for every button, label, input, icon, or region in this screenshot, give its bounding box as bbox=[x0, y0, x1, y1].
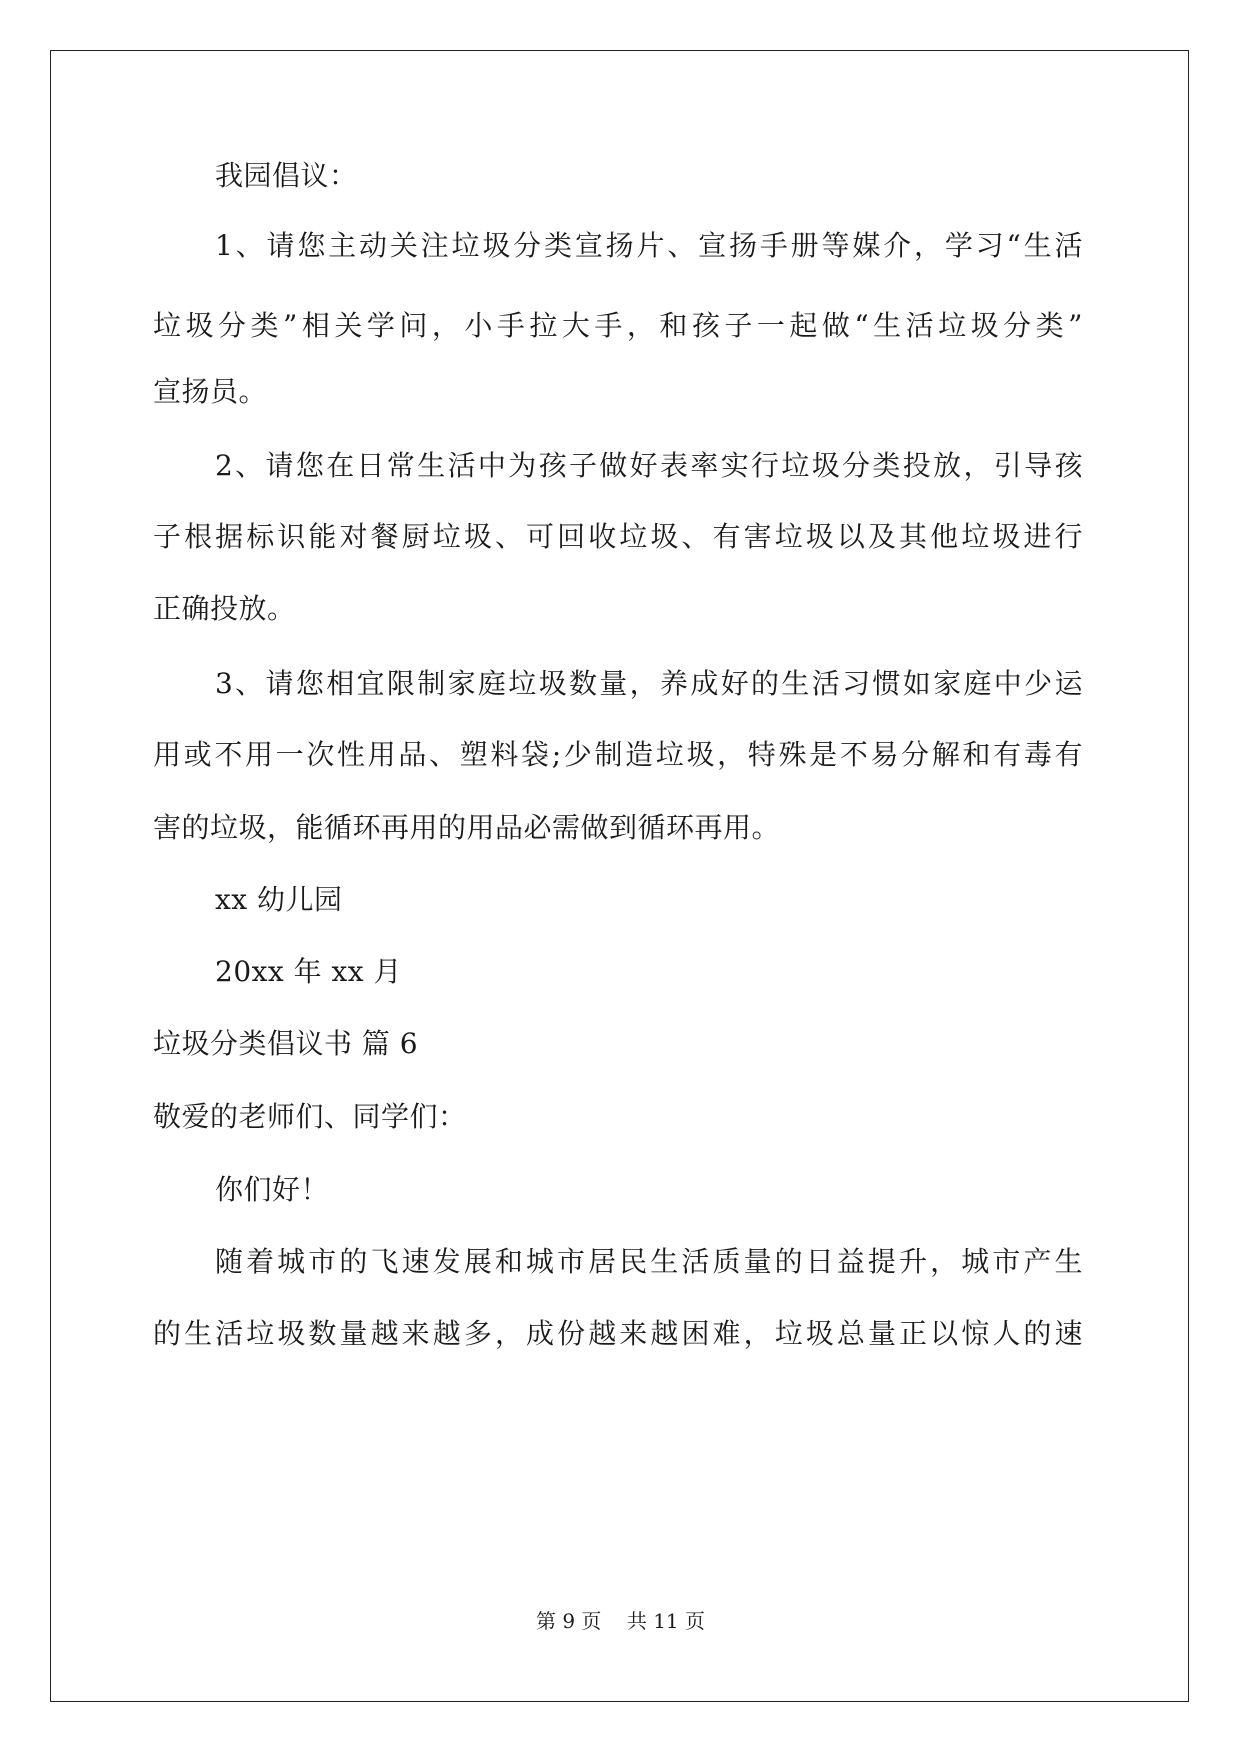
page-number-footer: 第 9 页 共 11 页 bbox=[535, 1609, 706, 1633]
paragraph-line: 3、请您相宜限制家庭垃圾数量，养成好的生活习惯如家庭中少运 bbox=[215, 667, 1083, 700]
paragraph-line: 害的垃圾，能循环再用的用品必需做到循环再用。 bbox=[153, 811, 781, 844]
paragraph-line: 的生活垃圾数量越来越多，成份越来越困难，垃圾总量正以惊人的速 bbox=[153, 1317, 1083, 1350]
paragraph-line: 子根据标识能对餐厨垃圾、可回收垃圾、有害垃圾以及其他垃圾进行 bbox=[153, 520, 1083, 553]
paragraph-line: 用或不用一次性用品、塑料袋;少制造垃圾，特殊是不易分解和有毒有 bbox=[153, 738, 1083, 771]
paragraph-line: 宣扬员。 bbox=[153, 375, 268, 408]
signature-date: 20xx 年 xx 月 bbox=[215, 955, 402, 988]
paragraph-line: 1、请您主动关注垃圾分类宣扬片、宣扬手册等媒介，学习“生活 bbox=[215, 229, 1083, 262]
paragraph-line: 正确投放。 bbox=[153, 592, 296, 625]
signature-org: xx 幼儿园 bbox=[215, 883, 343, 916]
paragraph-line: 垃圾分类”相关学问，小手拉大手，和孩子一起做“生活垃圾分类” bbox=[153, 309, 1083, 342]
greeting: 你们好！ bbox=[215, 1173, 330, 1206]
paragraph-line: 我园倡议： bbox=[215, 159, 358, 192]
salutation: 敬爱的老师们、同学们： bbox=[153, 1100, 467, 1133]
paragraph-line: 随着城市的飞速发展和城市居民生活质量的日益提升，城市产生 bbox=[215, 1245, 1083, 1278]
page-border bbox=[50, 50, 1189, 1702]
section-heading: 垃圾分类倡议书 篇 6 bbox=[153, 1027, 419, 1060]
paragraph-line: 2、请您在日常生活中为孩子做好表率实行垃圾分类投放，引导孩 bbox=[215, 449, 1083, 482]
